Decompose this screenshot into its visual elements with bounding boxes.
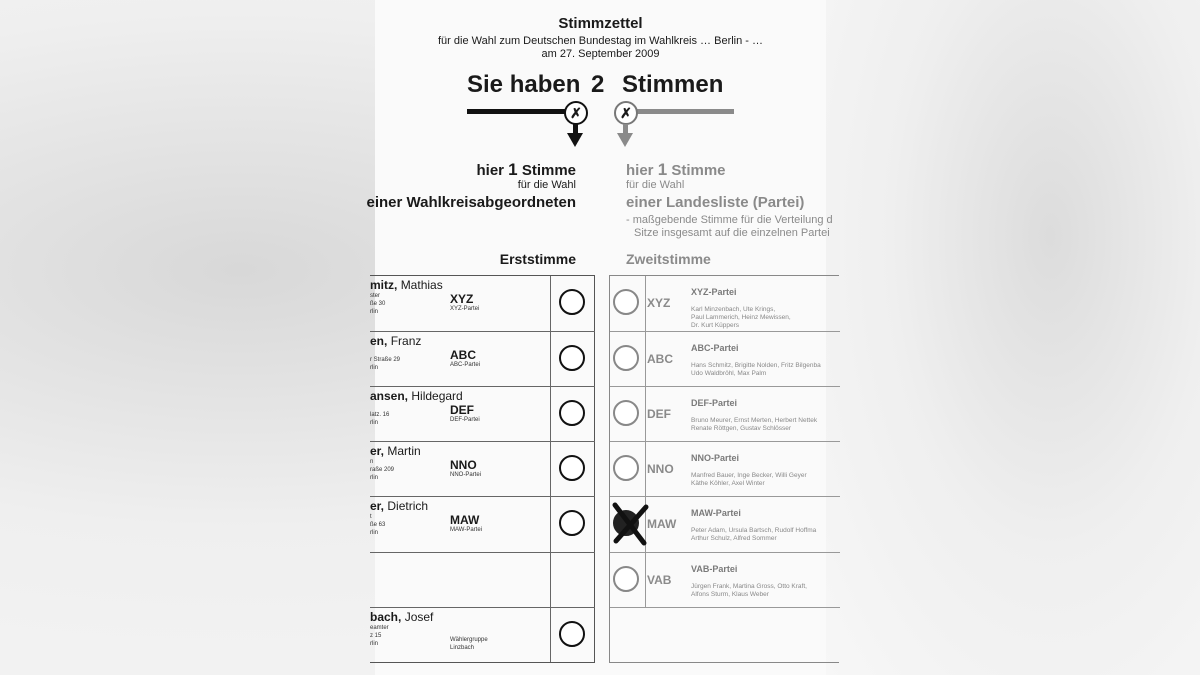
party-members-1: Karl Minzenbach, Ute Krings, (691, 306, 776, 313)
candidate-city: rlin (370, 420, 379, 426)
party-abbr: NNO (647, 462, 674, 476)
party-name: XYZ-Partei (691, 287, 737, 297)
party-name: ABC-Partei (691, 343, 739, 353)
votes-label: Stimmen (622, 71, 724, 98)
party-row (610, 386, 840, 442)
ballot-paper (366, 0, 833, 675)
candidate-street: latz. 16 (370, 412, 390, 418)
party-members-2: Arthur Schulz, Alfred Sommer (691, 535, 777, 542)
party-members-1: Jürgen Frank, Martina Gross, Otto Kraft, (691, 583, 807, 590)
party-name: NNO-Partei (691, 453, 740, 463)
candidate-party-2: Linzbach (450, 645, 475, 651)
party-members-3: Dr. Kurt Küppers (691, 322, 740, 329)
candidate-name: bach, Josef (370, 610, 434, 624)
party-members-2: Renate Röttgen, Gustav Schlösser (691, 425, 792, 432)
candidate-street: raße 209 (370, 467, 395, 473)
party-abbr: MAW (647, 517, 677, 531)
party-row (610, 276, 840, 332)
party-row (610, 441, 840, 497)
you-have-label: Sie haben (467, 71, 581, 98)
first-vote-bar (467, 109, 567, 114)
second-vote-instruction: hier 1 Stimme (626, 160, 726, 179)
candidate-row (370, 496, 595, 552)
candidate-city: rlin (370, 309, 379, 315)
ballot-title: Stimmzettel (558, 15, 643, 32)
party-members-1: Bruno Meurer, Ernst Merten, Herbert Nettek (691, 417, 818, 424)
party-vote-circle[interactable] (613, 345, 639, 371)
candidate-city: rlin (370, 365, 379, 371)
candidate-occupation: ster (370, 293, 381, 299)
background-right (826, 0, 1200, 675)
party-abbr: XYZ (647, 296, 671, 310)
candidate-street: ße 30 (370, 301, 386, 307)
candidate-occupation: n (370, 459, 374, 465)
party-vote-circle[interactable] (613, 289, 639, 315)
second-vote-note-2: Sitze insgesamt auf die einzelnen Partei (634, 227, 830, 239)
party-abbr: ABC (647, 352, 673, 366)
candidate-row (370, 276, 595, 332)
party-row (610, 331, 840, 387)
erststimme-heading: Erststimme (499, 251, 576, 267)
election-description: für die Wahl zum Deutschen Bundestag im Wahlkreis … Berlin - … (437, 35, 764, 47)
zweitstimme-box (609, 275, 839, 663)
party-members-1: Hans Schmitz, Brigitte Nolden, Fritz Bilgenba (691, 362, 821, 369)
party-name: VAB-Partei (691, 564, 738, 574)
candidate-vote-circle[interactable] (559, 289, 585, 315)
candidate-occupation: eamter (370, 625, 389, 631)
party-row (610, 496, 840, 552)
candidate-party: Wählergruppe (450, 637, 488, 643)
candidate-name: ansen, Hildegard (370, 389, 463, 403)
candidate-occupation: t (370, 514, 372, 520)
zweitstimme-heading: Zweitstimme (626, 251, 711, 267)
candidate-party: NNO-Partei (450, 472, 482, 478)
candidate-vote-circle[interactable] (559, 510, 585, 536)
candidate-row (370, 386, 595, 442)
candidate-row (370, 441, 595, 497)
second-vote-note-1: - maßgebende Stimme für die Verteilung d (626, 214, 833, 226)
second-arrow-icon (617, 133, 633, 147)
party-name: DEF-Partei (691, 398, 738, 408)
candidate-vote-circle[interactable] (559, 455, 585, 481)
vote-count: 2 (591, 71, 605, 98)
candidate-city: rlin (370, 475, 379, 481)
candidate-party-abbr: NNO (450, 458, 477, 472)
candidate-name: mitz, Mathias (370, 278, 443, 292)
party-row (610, 552, 840, 608)
candidate-street: z 15 (370, 633, 382, 639)
party-vote-circle[interactable] (613, 400, 639, 426)
party-members-1: Peter Adam, Ursula Bartsch, Rudolf Hoffma (691, 527, 817, 534)
candidate-party: XYZ-Partei (450, 306, 480, 312)
candidate-street: r Straße 29 (370, 357, 401, 363)
candidate-party: DEF-Partei (450, 417, 480, 423)
empty-row (370, 552, 595, 608)
first-arrow-icon (567, 133, 583, 147)
election-date: am 27. September 2009 (541, 48, 660, 60)
second-vote-bar (637, 109, 734, 114)
candidate-city: rlin (370, 641, 379, 647)
candidate-row (370, 331, 595, 387)
candidate-party-abbr: XYZ (450, 292, 474, 306)
candidate-vote-circle[interactable] (559, 345, 585, 371)
candidate-name: en, Franz (370, 334, 422, 348)
party-vote-circle[interactable] (613, 455, 639, 481)
candidate-party-abbr: MAW (450, 513, 480, 527)
candidate-party-abbr: DEF (450, 403, 474, 417)
erststimme-box (370, 275, 595, 663)
first-vote-for: für die Wahl (517, 179, 576, 191)
candidate-vote-circle[interactable] (559, 400, 585, 426)
candidate-party: ABC-Partei (450, 362, 481, 368)
first-cross-icon: ✗ (564, 101, 588, 125)
party-vote-circle[interactable] (613, 566, 639, 592)
party-abbr: VAB (647, 573, 672, 587)
party-members-2: Udo Waldbröhl, Max Palm (691, 370, 767, 377)
first-vote-target: einer Wahlkreisabgeordneten (366, 194, 576, 211)
first-vote-instruction: hier 1 Stimme (476, 160, 576, 179)
candidate-vote-circle[interactable] (559, 621, 585, 647)
handwritten-cross-icon (610, 501, 650, 547)
party-members-2: Käthe Köhler, Axel Winter (691, 480, 765, 487)
second-cross-icon: ✗ (614, 101, 638, 125)
party-abbr: DEF (647, 407, 671, 421)
candidate-name: er, Dietrich (370, 499, 429, 513)
candidate-party: MAW-Partei (450, 527, 483, 533)
party-name: MAW-Partei (691, 508, 741, 518)
party-members-2: Paul Lammerich, Heinz Mewissen, (691, 314, 791, 321)
candidate-row (370, 607, 595, 663)
second-vote-target: einer Landesliste (Partei) (626, 194, 805, 211)
candidate-street: ße 63 (370, 522, 386, 528)
second-vote-for: für die Wahl (626, 179, 685, 191)
party-members-1: Manfred Bauer, Inge Becker, Willi Geyer (691, 472, 807, 479)
candidate-party-abbr: ABC (450, 348, 476, 362)
party-members-2: Alfons Sturm, Klaus Weber (691, 591, 769, 598)
candidate-city: rlin (370, 530, 379, 536)
candidate-name: er, Martin (370, 444, 421, 458)
